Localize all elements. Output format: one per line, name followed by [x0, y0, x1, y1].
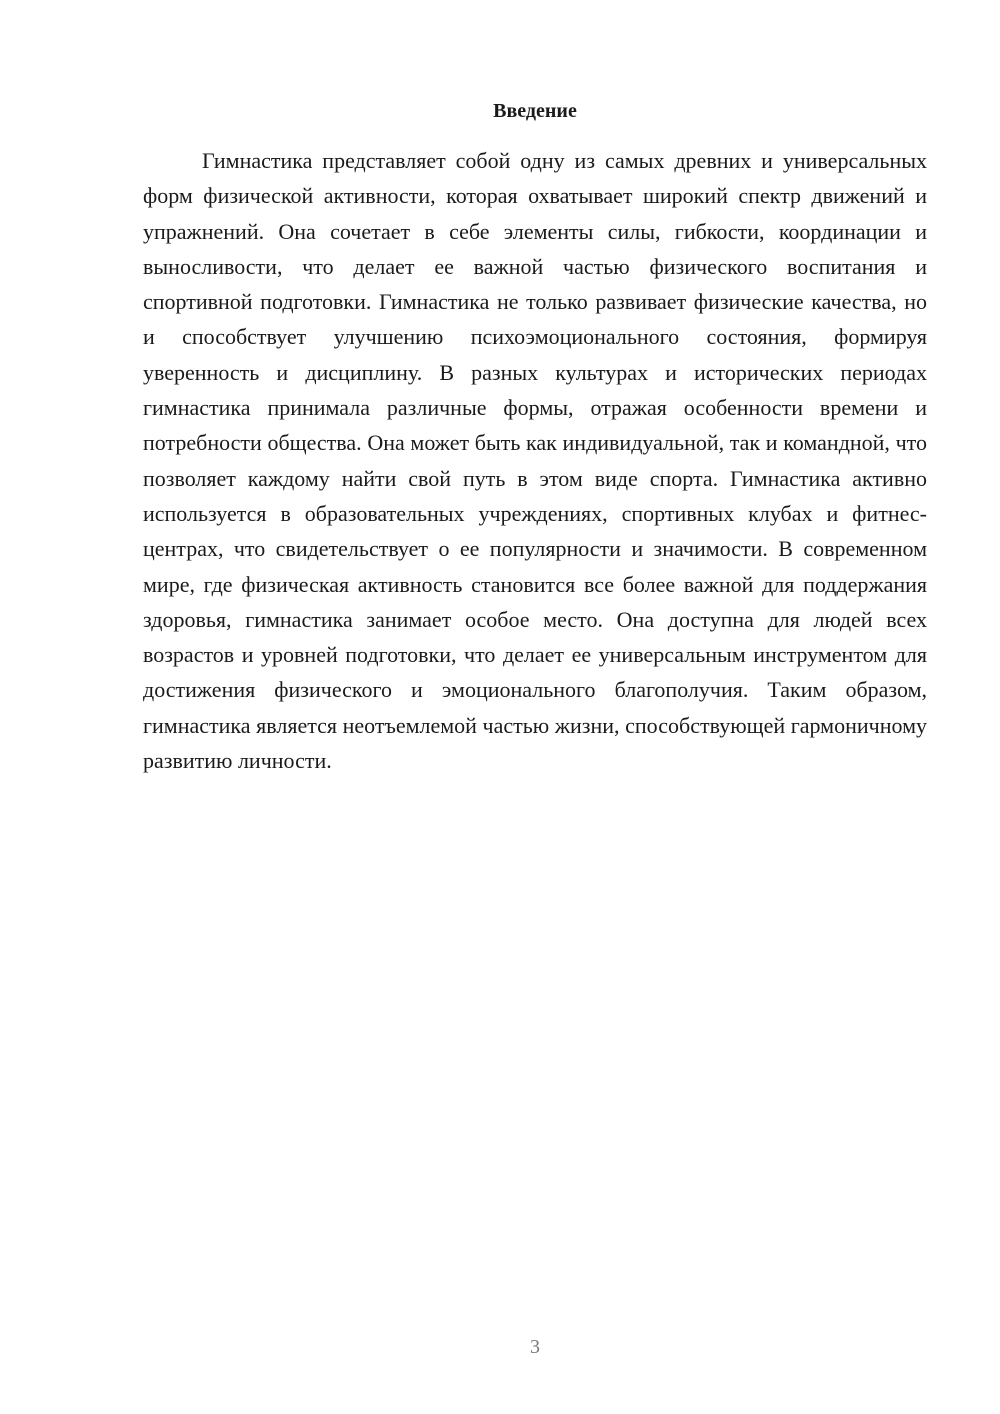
- page-number: 3: [530, 1336, 540, 1358]
- section-heading: Введение: [493, 100, 577, 122]
- body-paragraph: Гимнастика представляет собой одну из самых древних и универсальных форм физической активности, которая охватывает широкий спектр движений и упражнений. Она сочетает в себе элементы силы, гибкости, координации и выносливости, что делает ее важной частью физического воспитания и спортивной подготовки. Гимнастика не только развивает физические качества, но и способствует улучшению психоэмоционального состояния, формируя уверенность и дисциплину. В разных культурах и исторических периодах гимнастика принимала различные формы, отражая особенности времени и потребности общества. Она может быть как индивидуальной, так и командной, что позволяет каждому найти свой путь в этом виде спорта. Гимнастика активно используется в образовательных учреждениях, спортивных клубах и фитнес-центрах, что свидетельствует о ее популярности и значимости. В современном мире, где физическая активность становится все более важной для поддержания здоровья, гимнастика занимает особое место. Она доступна для людей всех возрастов и уровней подготовки, что делает ее универсальным инструментом для достижения физического и эмоционального благополучия. Таким образом, гимнастика является неотъемлемой частью жизни, способствующей гармоничному развитию личности.: [143, 148, 927, 774]
